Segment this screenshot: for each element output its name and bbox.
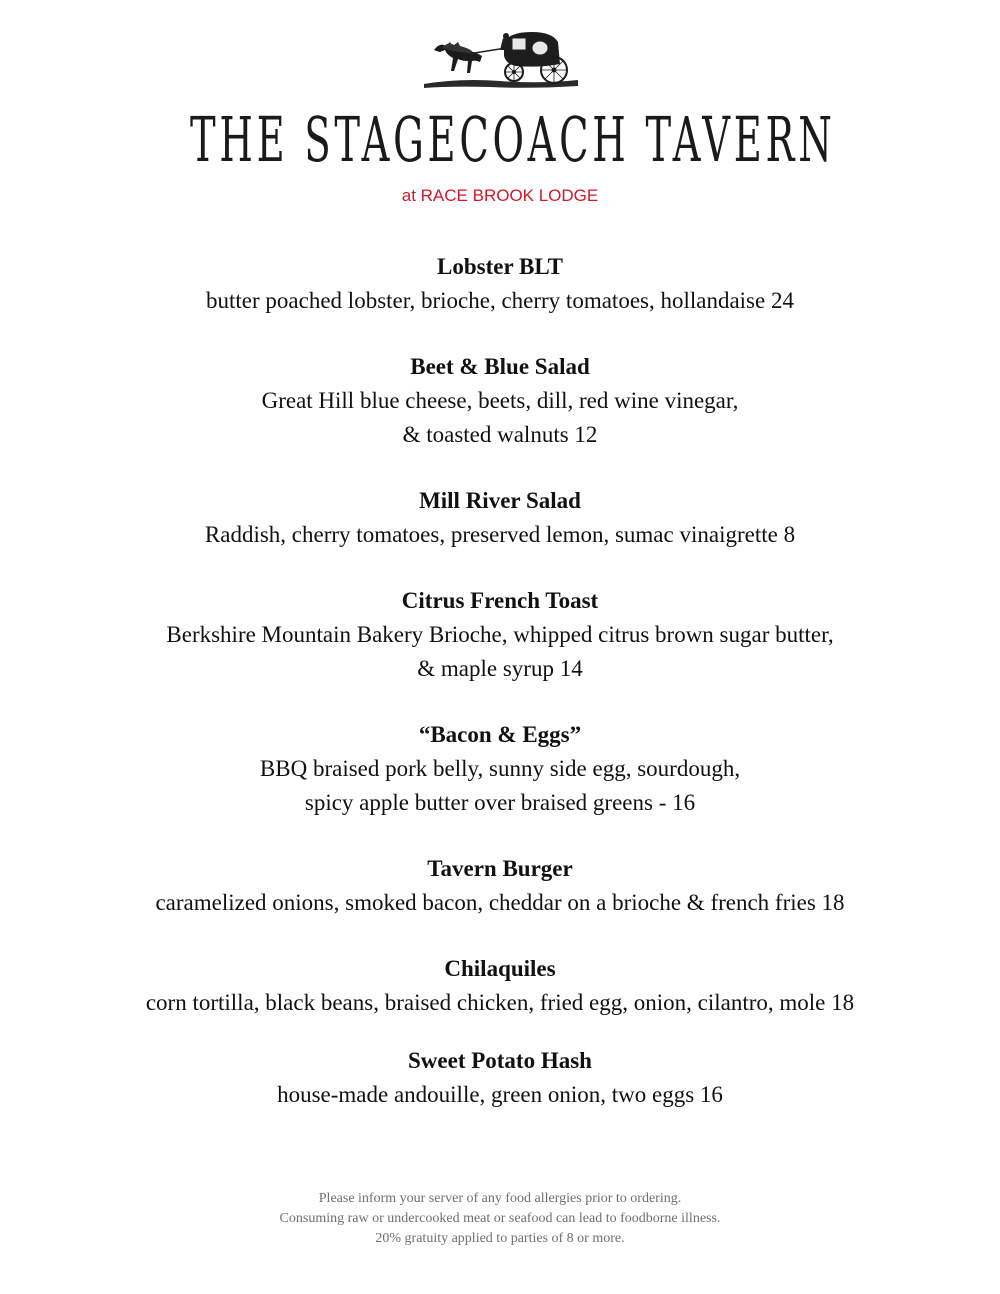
menu-item <box>0 350 1000 452</box>
menu-item-name: Lobster BLT <box>437 254 563 279</box>
menu-item-description: & maple syrup 14 <box>417 656 583 681</box>
menu-item-name: Sweet Potato Hash <box>408 1048 592 1073</box>
menu-item-description: butter poached lobster, brioche, cherry tomatoes, hollandaise 24 <box>206 288 794 313</box>
menu-item-description: BBQ braised pork belly, sunny side egg, sourdough, <box>259 756 741 781</box>
menu-item-description: spicy apple butter over braised greens - 16 <box>304 790 696 815</box>
menu-item-name: “Bacon & Eggs” <box>418 722 582 747</box>
menu-item <box>0 250 1000 318</box>
menu-item-name: Chilaquiles <box>444 956 556 981</box>
menu-item-description: Berkshire Mountain Bakery Brioche, whipped citrus brown sugar butter, <box>166 622 834 647</box>
menu-item-description: Great Hill blue cheese, beets, dill, red wine vinegar, <box>261 388 739 413</box>
footer-line: Please inform your server of any food allergies prior to ordering. <box>318 1191 682 1206</box>
menu-item <box>0 584 1000 686</box>
menu-item <box>0 718 1000 820</box>
stagecoach-horse-carriage-icon <box>420 28 580 90</box>
restaurant-location: at RACE BROOK LODGE <box>401 186 599 205</box>
menu-item-description: corn tortilla, black beans, braised chicken, fried egg, onion, cilantro, mole 18 <box>145 990 855 1015</box>
footer-disclaimer <box>0 1189 1000 1249</box>
menu-item-description: caramelized onions, smoked bacon, cheddar on a brioche & french fries 18 <box>155 890 845 915</box>
menu-item-name: Citrus French Toast <box>401 588 599 613</box>
menu-item-description: Raddish, cherry tomatoes, preserved lemon, sumac vinaigrette 8 <box>204 522 796 547</box>
menu-item-description: & toasted walnuts 12 <box>402 422 598 447</box>
footer-line: 20% gratuity applied to parties of 8 or more. <box>375 1231 625 1246</box>
footer-line: Consuming raw or undercooked meat or seafood can lead to foodborne illness. <box>279 1211 721 1226</box>
menu-item-name: Mill River Salad <box>419 488 581 513</box>
menu-item <box>0 1044 1000 1112</box>
menu-item <box>0 484 1000 552</box>
menu-item-name: Beet & Blue Salad <box>410 354 590 379</box>
menu-item-description: house-made andouille, green onion, two eggs 16 <box>277 1082 723 1107</box>
menu-list <box>0 250 1000 1144</box>
menu-item-name: Tavern Burger <box>427 856 573 881</box>
menu-item <box>0 852 1000 920</box>
menu-item <box>0 952 1000 1020</box>
restaurant-name: THE STAGECOACH TAVERN <box>190 103 836 176</box>
